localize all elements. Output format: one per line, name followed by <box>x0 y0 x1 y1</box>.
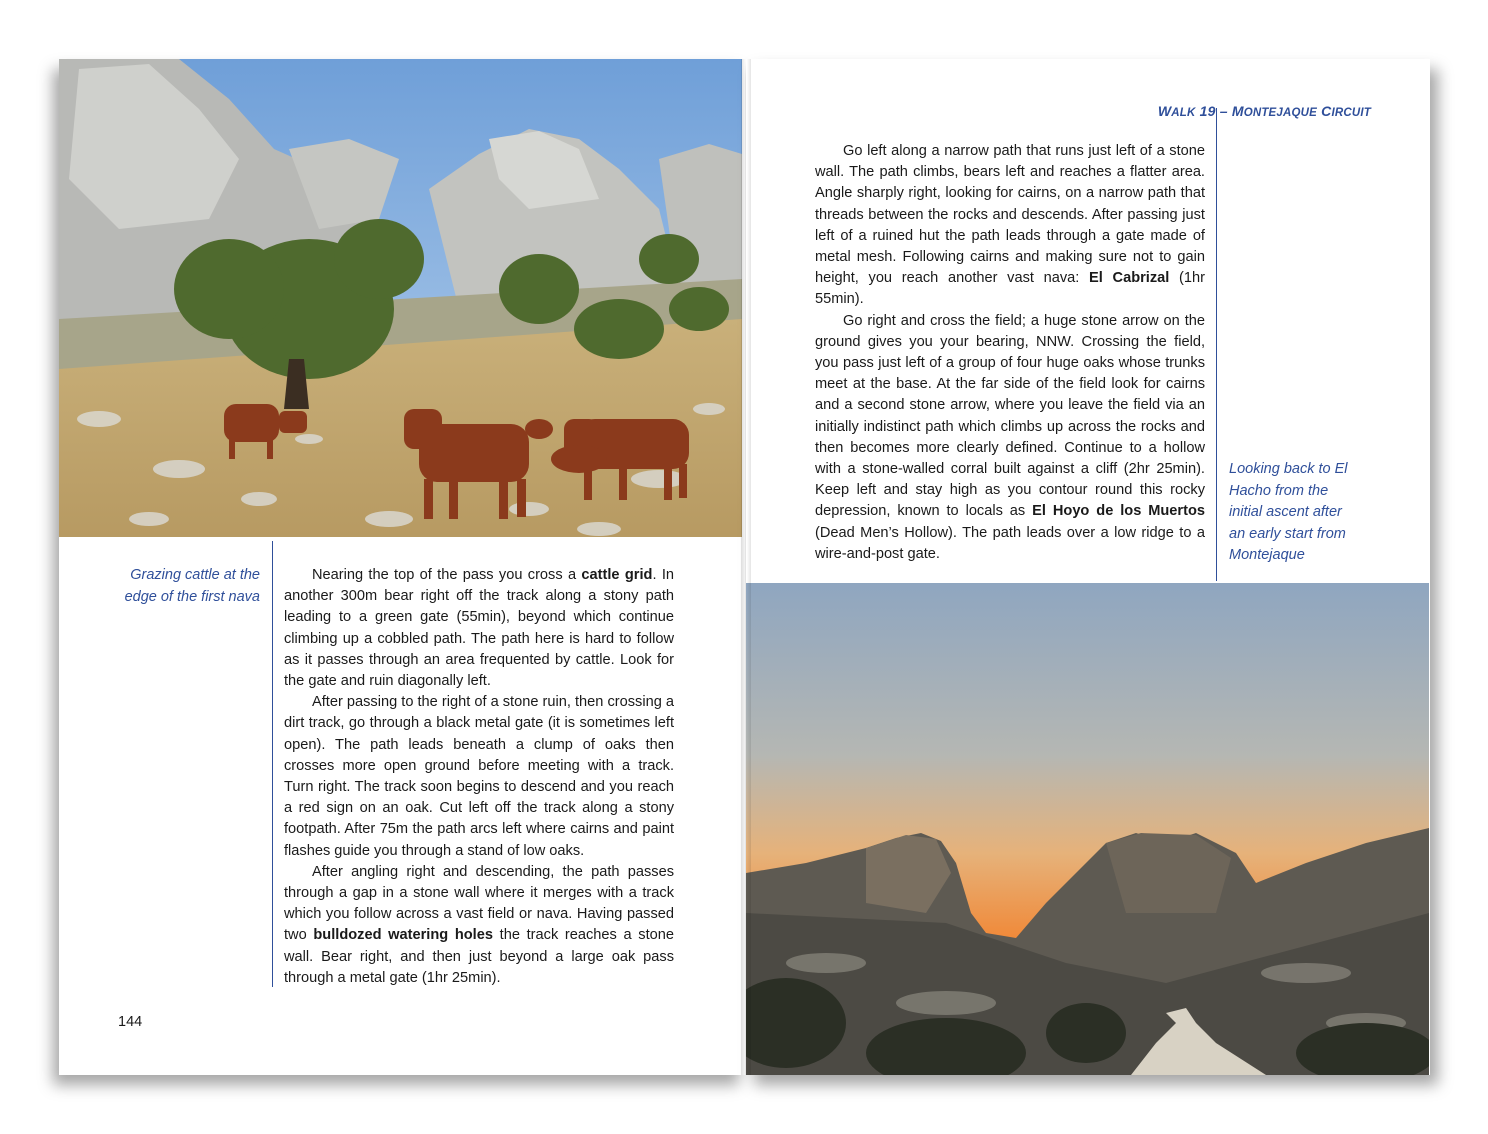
left-body-text <box>284 565 674 989</box>
cattle-photo-illustration <box>59 59 742 537</box>
left-paragraph <box>284 692 674 862</box>
right-text-run: Go right and cross the field; a huge stone arrow on the ground gives you your bearing, NNW. Crossing the field, you pass just left of a group of four huge oaks whose trunks meet at the base. At the far side of the field look for cairns and a second stone arrow, where you leave the field via an initially indistinct path which climbs up across the rocks and then becomes more clearly defined. Continue to a hollow with a stone-walled corral built against a cliff (2hr 25min). Keep left and stay high as you contour round this rocky depression, known to locals as <box>815 312 1205 520</box>
left-text-run: After passing to the right of a stone ruin, then crossing a dirt track, go through a black metal gate (it is sometimes left open). The path leads beneath a clump of oaks then crosses more open ground before meeting with a track. Turn right. The track soon begins to descend and you reach a red sign on an oak. Cut left off the track along a stony footpath. After 75m the path arcs left where cairns and paint flashes guide you through a stand of low oaks. <box>284 694 674 859</box>
cattle-photo <box>59 59 742 537</box>
right-margin-rule <box>1216 108 1217 581</box>
running-head-walk-initial: WALK <box>1157 103 1196 119</box>
sunset-photo-illustration <box>746 583 1429 1075</box>
left-text-run: the track reaches a stone wall. Bear right, and then just beyond a large oak pass through a metal gate (1hr 25min). <box>284 927 675 986</box>
right-paragraph <box>815 311 1205 565</box>
sunset-photo <box>746 583 1429 1075</box>
right-body-text <box>815 141 1205 565</box>
right-photo-caption: Looking back to El Hacho from the initial ascent after an early start from Montejaque <box>1229 461 1348 563</box>
left-bold-term: cattle grid <box>581 567 653 583</box>
left-paragraph <box>284 565 674 692</box>
right-bold-term: El Cabrizal <box>1089 270 1170 287</box>
left-text-run: After angling right and descending, the path passes through a gap in a stone wall where it merges with a track which you follow across a vast field or nava. Having passed two <box>284 863 674 944</box>
right-text-run: Go left along a narrow path that runs just left of a stone wall. The path climbs, bears left and reaches a flatter area. Angle sharply right, looking for cairns, on a narrow path that threads between the rocks and descends. After passing just left of a ruined hut the path leads through a gate made of metal mesh. Following cairns and making sure not to gain height, you reach another vast nava: <box>815 143 1205 287</box>
left-paragraph <box>284 862 674 989</box>
right-text-run: (1hr 55min). <box>815 270 1205 308</box>
running-head-walk-name: MONTEJAQUE CIRCUIT <box>1231 103 1371 119</box>
left-photo-caption: Grazing cattle at the edge of the first nava <box>124 567 260 605</box>
running-head-walk-number: 19 <box>1199 103 1216 119</box>
running-head-separator: – <box>1219 103 1228 119</box>
page-number: 144 <box>118 1014 143 1030</box>
right-paragraph <box>815 141 1205 311</box>
left-bold-term: bulldozed watering holes <box>313 927 493 944</box>
left-text-run: . In another 300m bear right off the track along a stony path leading to a green gate (55min), beyond which continue climbing up a cobbled path. The path here is hard to follow as it passes through an area frequented by cattle. Look for the gate and ruin diagonally left. <box>284 567 674 690</box>
left-text-run: Nearing the top of the pass you cross a <box>312 567 582 583</box>
running-head <box>1158 103 1371 119</box>
left-margin-rule <box>272 541 273 987</box>
right-text-run: (Dead Men’s Hollow). The path leads over a low ridge to a wire-and-post gate. <box>815 524 1205 562</box>
right-bold-term: El Hoyo de los Muertos <box>1032 503 1205 520</box>
